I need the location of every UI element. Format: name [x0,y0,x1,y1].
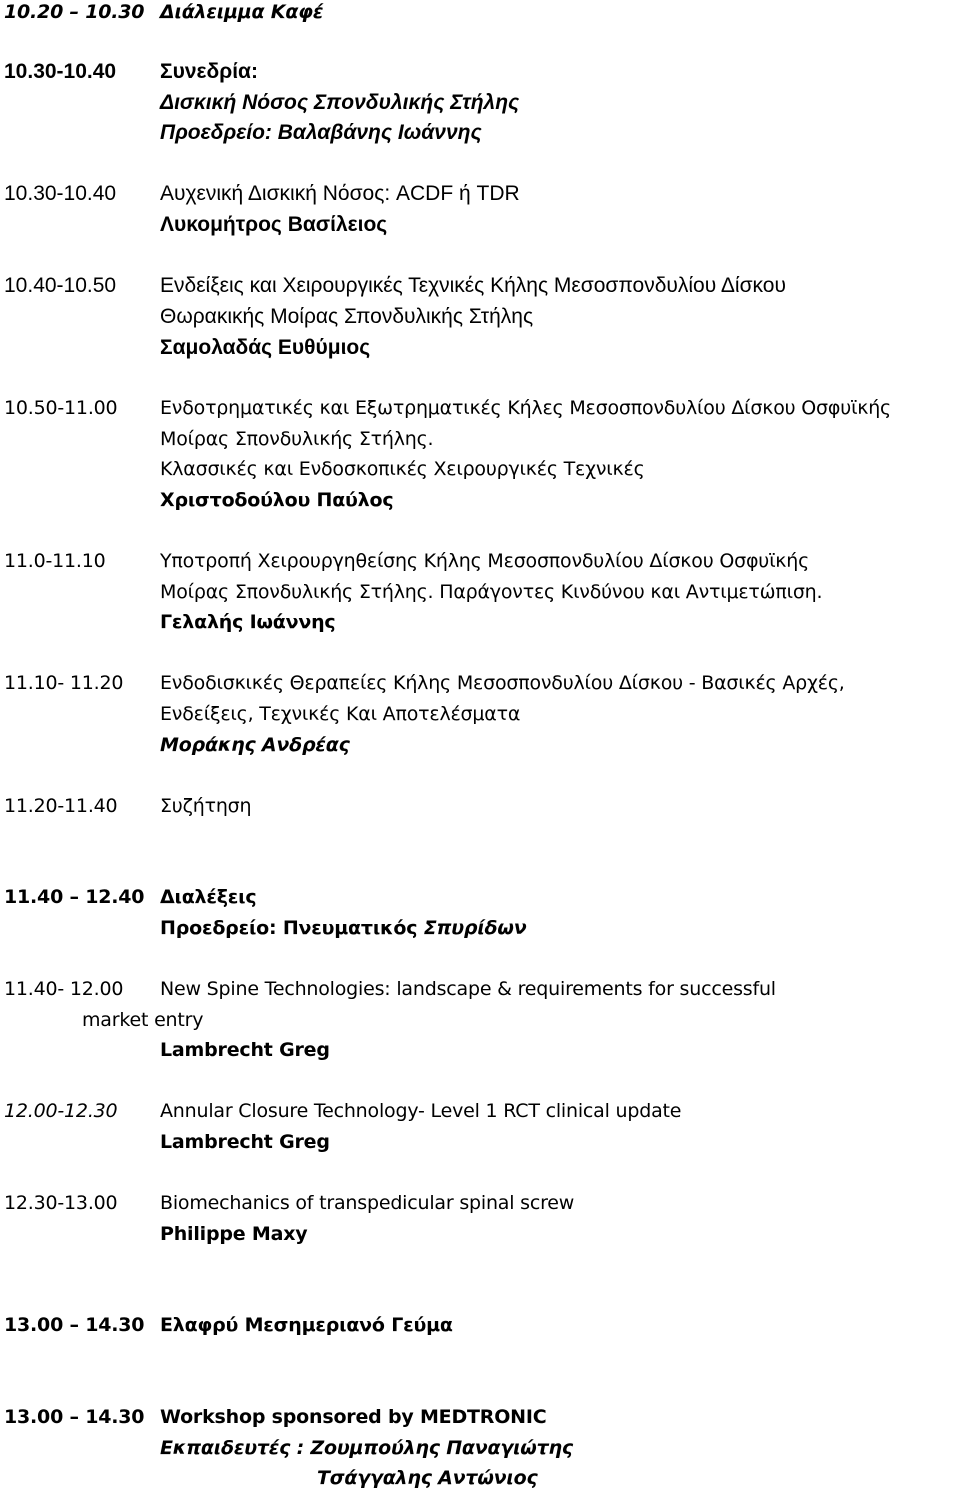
title-lecture-3: Biomechanics of transpedicular spinal screw [160,1192,575,1214]
time-workshop: 13.00 – 14.30 [4,1406,145,1428]
title-lunch: Ελαφρύ Μεσημεριανό Γεύμα [160,1314,453,1336]
time-talk-3: 10.50-11.00 [4,397,118,419]
title-talk-2-cont: Θωρακικής Μοίρας Σπονδυλικής Στήλης [160,305,534,328]
title-session: Συνεδρία: [160,60,258,83]
session-subject: Δισκική Νόσος Σπονδυλικής Στήλης [160,91,520,114]
lectures-chair [160,914,526,942]
time-coffee-break: 10.20 – 10.30 [4,1,145,23]
speaker-talk-5: Μοράκης Ανδρέας [160,734,350,756]
title-workshop: Workshop sponsored by MEDTRONIC [160,1406,547,1428]
title-lectures: Διαλέξεις [160,886,257,908]
time-lecture-3: 12.30-13.00 [4,1192,118,1214]
title-talk-2: Ενδείξεις και Χειρουργικές Τεχνικές Κήλης Μεσοσπονδυλίου Δίσκου [160,274,786,297]
title-lecture-2: Annular Closure Technology- Level 1 RCT clinical update [160,1100,682,1122]
speaker-lecture-1: Lambrecht Greg [160,1039,330,1061]
lectures-chair-firstname: Σπυρίδων [423,917,527,939]
speaker-talk-4: Γελαλής Ιωάννης [160,611,336,633]
time-talk-1: 10.30-10.40 [4,182,117,205]
workshop-instructors: Εκπαιδευτές : Ζουμπούλης Παναγιώτης [160,1437,573,1459]
title-lecture-1: New Spine Technologies: landscape & requirements for successful [160,978,776,1000]
speaker-lecture-3: Philippe Maxy [160,1223,308,1245]
title-talk-5-cont: Ενδείξεις, Τεχνικές Και Αποτελέσματα [160,703,521,725]
speaker-talk-2: Σαμολαδάς Ευθύμιος [160,336,371,359]
title-talk-3: Ενδοτρηματικές και Εξωτρηματικές Κήλες Μεσοσπονδυλίου Δίσκου Οσφυϊκής [160,397,892,419]
time-talk-4: 11.0-11.10 [4,550,106,572]
title-discussion: Συζήτηση [160,795,252,817]
time-lunch: 13.00 – 14.30 [4,1314,145,1336]
time-talk-2: 10.40-10.50 [4,274,117,297]
time-session: 10.30-10.40 [4,60,117,83]
title-lecture-1-cont: market entry [82,1009,204,1031]
speaker-talk-3: Χριστοδούλου Παύλος [160,489,394,511]
time-lecture-1: 11.40- 12.00 [4,978,124,1000]
speaker-talk-1: Λυκομήτρος Βασίλειος [160,213,388,236]
speaker-lecture-2: Lambrecht Greg [160,1131,330,1153]
title-coffee-break: Διάλειμμα Καφέ [160,1,324,23]
title-talk-4-cont: Μοίρας Σπονδυλικής Στήλης. Παράγοντες Κινδύνου και Αντιμετώπιση. [160,581,823,603]
title-talk-4: Υποτροπή Χειρουργηθείσης Κήλης Μεσοσπονδυλίου Δίσκου Οσφυϊκής [160,550,810,572]
time-lectures: 11.40 – 12.40 [4,886,145,908]
workshop-instructor-2: Τσάγγαλης Αντώνιος [317,1467,538,1489]
title-talk-3-subtitle: Κλασσικές και Ενδοσκοπικές Χειρουργικές Τεχνικές [160,458,645,480]
lectures-chair-label: Προεδρείο: Πνευματικός [160,917,424,939]
title-talk-3-cont: Μοίρας Σπονδυλικής Στήλης. [160,428,434,450]
title-talk-5: Ενδοδισκικές Θεραπείες Κήλης Μεσοσπονδυλίου Δίσκου - Βασικές Αρχές, [160,672,845,694]
session-chair: Προεδρείο: Βαλαβάνης Ιωάννης [160,121,482,144]
title-talk-1: Αυχενική Δισκική Νόσος: ACDF ή TDR [160,182,520,205]
time-talk-5: 11.10- 11.20 [4,672,124,694]
time-lecture-2: 12.00-12.30 [4,1100,118,1122]
time-discussion: 11.20-11.40 [4,795,118,817]
